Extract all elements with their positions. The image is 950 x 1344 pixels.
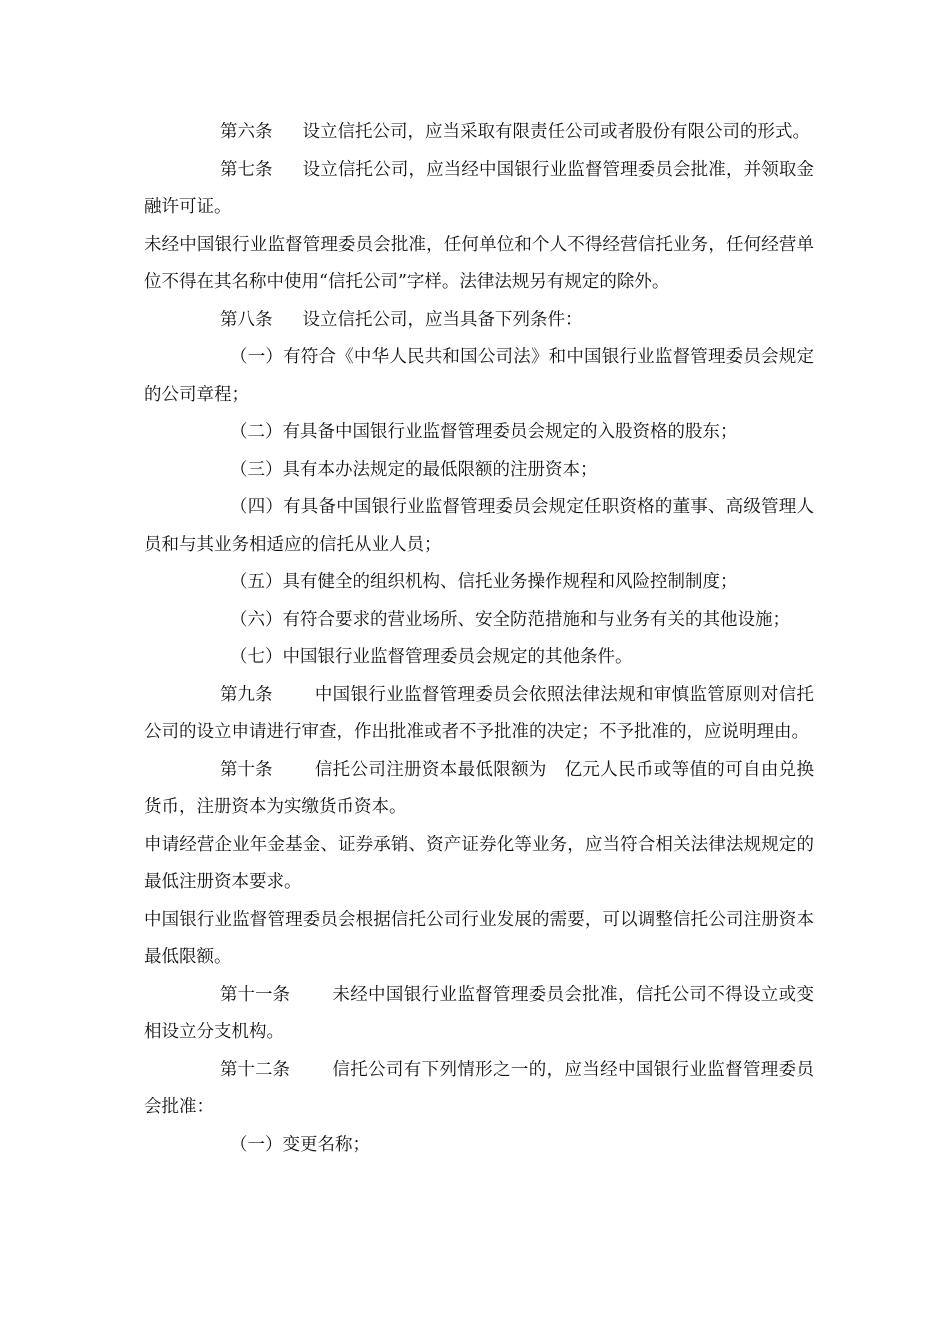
list-item-2 [144, 414, 814, 452]
article-number: 第十二条 [220, 1059, 290, 1080]
paragraph-text: 申请经营企业年金基金、证券承销、资产证券化等业务，应当符合相关法律法规规定的最低注册资本要求。 [144, 834, 814, 892]
article-8-paragraph [144, 302, 814, 340]
article-number: 第十条 [220, 759, 273, 780]
paragraph-text: 信托公司有下列情形之一的，应当经中国银行业监督管理委员会批准： [144, 1059, 814, 1117]
paragraph-text: 设立信托公司，应当采取有限责任公司或者股份有限公司的形式。 [302, 122, 810, 142]
paragraph-text: （五）具有健全的组织机构、信托业务操作规程和风险控制制度； [230, 572, 738, 592]
document-body [144, 114, 814, 1164]
list-item-7 [144, 639, 814, 677]
article-10-paragraph [144, 752, 814, 827]
article-number: 第十一条 [220, 984, 290, 1005]
paragraph-text: 中国银行业监督管理委员会根据信托公司行业发展的需要，可以调整信托公司注册资本最低限额。 [144, 909, 814, 967]
paragraph-text: 中国银行业监督管理委员会依照法律法规和审慎监管原则对信托公司的设立申请进行审查，作出批准或者不予批准的决定；不予批准的，应说明理由。 [144, 684, 814, 742]
list-item-1 [144, 339, 814, 414]
list-item-4 [144, 489, 814, 564]
list-item-5 [144, 564, 814, 602]
paragraph-text: （六）有符合要求的营业场所、安全防范措施和与业务有关的其他设施； [230, 609, 790, 630]
paragraph-text: 未经中国银行业监督管理委员会批准，任何单位和个人不得经营信托业务，任何经营单位不得在其名称中使用“信托公司”字样。法律法规另有规定的除外。 [144, 234, 814, 292]
article-7-paragraph [144, 152, 814, 227]
paragraph-text: 设立信托公司，应当经中国银行业监督管理委员会批准，并领取金融许可证。 [144, 159, 814, 217]
article-11-paragraph [144, 977, 814, 1052]
article-12-paragraph [144, 1052, 814, 1127]
paragraph-text: 信托公司注册资本最低限额为 亿元人民币或等值的可自由兑换货币，注册资本为实缴货币资本。 [144, 759, 814, 817]
paragraph-text: 未经中国银行业监督管理委员会批准，信托公司不得设立或变相设立分支机构。 [144, 984, 814, 1042]
paragraph-text: （一）有符合《中华人民共和国公司法》和中国银行业监督管理委员会规定的公司章程； [144, 347, 814, 405]
paragraph-text: （二）有具备中国银行业监督管理委员会规定的入股资格的股东； [230, 422, 738, 442]
article-number: 第八条 [220, 309, 273, 330]
article-7-clause-paragraph [144, 227, 814, 302]
article-10-clause-paragraph-2 [144, 902, 814, 977]
list-item-change-name [144, 1127, 814, 1165]
article-9-paragraph [144, 677, 814, 752]
paragraph-text: （一）变更名称； [230, 1134, 370, 1155]
article-10-clause-paragraph-1 [144, 827, 814, 902]
list-item-6 [144, 602, 814, 640]
paragraph-text: 设立信托公司，应当具备下列条件： [302, 309, 583, 330]
paragraph-text: （七）中国银行业监督管理委员会规定的其他条件。 [230, 647, 633, 667]
article-number: 第九条 [220, 684, 273, 705]
paragraph-text: （四）有具备中国银行业监督管理委员会规定任职资格的董事、高级管理人员和与其业务相适应的信托从业人员； [144, 497, 814, 555]
article-number: 第七条 [220, 159, 273, 180]
paragraph-text: （三）具有本办法规定的最低限额的注册资本； [230, 459, 598, 480]
article-6-paragraph [144, 114, 814, 152]
article-number: 第六条 [220, 122, 273, 142]
list-item-3 [144, 452, 814, 490]
